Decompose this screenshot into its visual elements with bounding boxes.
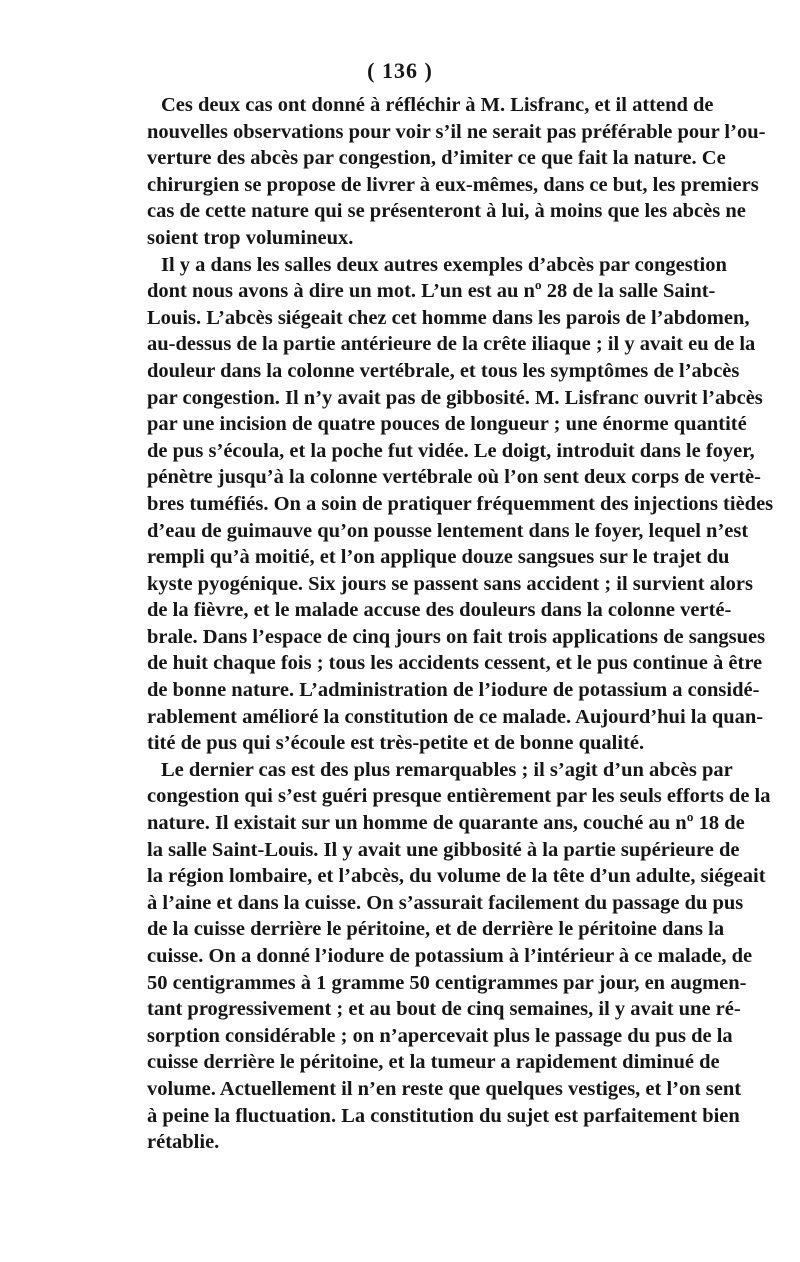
text-line: chirurgien se propose de livrer à eux-mêmes, dans ce but, les premiers <box>147 173 759 196</box>
text-line: nouvelles observations pour voir s’il ne serait pas préférable pour l’ou- <box>147 120 766 143</box>
text-line: d’eau de guimauve qu’on pousse lentement dans le foyer, lequel n’est <box>147 519 749 542</box>
text-line: bres tuméfiés. On a soin de pratiquer fréquemment des injections tièdes <box>147 492 774 515</box>
text-line: de huit chaque fois ; tous les accidents cessent, et le pus continue à être <box>147 652 763 675</box>
text-line: kyste pyogénique. Six jours se passent sans accident ; il survient alors <box>147 572 753 595</box>
text-line: par une incision de quatre pouces de longueur ; une énorme quantité <box>147 413 747 436</box>
body-text <box>147 92 774 1156</box>
text-line: Louis. L’abcès siégeait chez cet homme dans les parois de l’abdomen, <box>147 306 750 329</box>
text-line: la salle Saint-Louis. Il y avait une gibbosité à la partie supérieure de <box>147 838 740 861</box>
text-line: congestion qui s’est guéri presque entièrement par les seuls efforts de la <box>147 785 771 808</box>
text-line: tité de pus qui s’écoule est très-petite et de bonne qualité. <box>147 732 645 755</box>
text-line: cas de cette nature qui se présenteront à lui, à moins que les abcès ne <box>147 200 746 223</box>
text-line: de la cuisse derrière le péritoine, et de derrière le péritoine dans la <box>147 918 725 941</box>
text-line: 50 centigrammes à 1 gramme 50 centigrammes par jour, en augmen- <box>147 971 747 994</box>
text-line: de pus s’écoula, et la poche fut vidée. Le doigt, introduit dans le foyer, <box>147 439 755 462</box>
text-line: par congestion. Il n’y avait pas de gibbosité. M. Lisfranc ouvrit l’abcès <box>147 386 763 409</box>
text-line: rablement amélioré la constitution de ce malade. Aujourd’hui la quan- <box>147 705 764 728</box>
text-line: dont nous avons à dire un mot. L’un est au nº 28 de la salle Saint- <box>147 280 716 303</box>
text-line: la région lombaire, et l’abcès, du volume de la tête d’un adulte, siégeait <box>147 865 766 888</box>
text-line: au-dessus de la partie antérieure de la crête iliaque ; il y avait eu de la <box>147 333 756 356</box>
text-line: verture des abcès par congestion, d’imiter ce que fait la nature. Ce <box>147 147 726 170</box>
text-line: nature. Il existait sur un homme de quarante ans, couché au nº 18 de <box>147 812 745 835</box>
text-line: cuisse derrière le péritoine, et la tumeur a rapidement diminué de <box>147 1051 720 1074</box>
text-line: soient trop volumineux. <box>147 226 354 249</box>
text-line: Ces deux cas ont donné à réfléchir à M. Lisfranc, et il attend de <box>161 94 714 116</box>
text-line: brale. Dans l’espace de cinq jours on fait trois applications de sangsues <box>147 625 766 648</box>
text-line: tant progressivement ; et au bout de cinq semaines, il y avait une ré- <box>147 998 741 1021</box>
text-line: pénètre jusqu’à la colonne vertébrale où l’on sent deux corps de vertè- <box>147 466 761 489</box>
text-line: à l’aine et dans la cuisse. On s’assurait facilement du passage du pus <box>147 891 744 914</box>
text-line: Il y a dans les salles deux autres exemples d’abcès par congestion <box>161 253 727 276</box>
text-line: de bonne nature. L’administration de l’iodure de potassium a considé- <box>147 679 760 702</box>
text-line: sorption considérable ; on n’apercevait plus le passage du pus de la <box>147 1024 733 1047</box>
page-number: ( 136 ) <box>367 58 433 83</box>
text-line: Le dernier cas est des plus remarquables ; il s’agit d’un abcès par <box>161 758 733 781</box>
text-line: rétablie. <box>147 1131 220 1154</box>
text-line: cuisse. On a donné l’iodure de potassium à l’intérieur à ce malade, de <box>147 945 753 967</box>
text-line: volume. Actuellement il n’en reste que quelques vestiges, et l’on sent <box>147 1077 742 1100</box>
text-line: douleur dans la colonne vertébrale, et tous les symptômes de l’abcès <box>147 359 740 382</box>
text-line: rempli qu’à moitié, et l’on applique douze sangsues sur le trajet du <box>147 546 730 569</box>
text-line: à peine la fluctuation. La constitution du sujet est parfaitement bien <box>147 1104 740 1127</box>
text-line: de la fièvre, et le malade accuse des douleurs dans la colonne verté- <box>147 599 732 622</box>
